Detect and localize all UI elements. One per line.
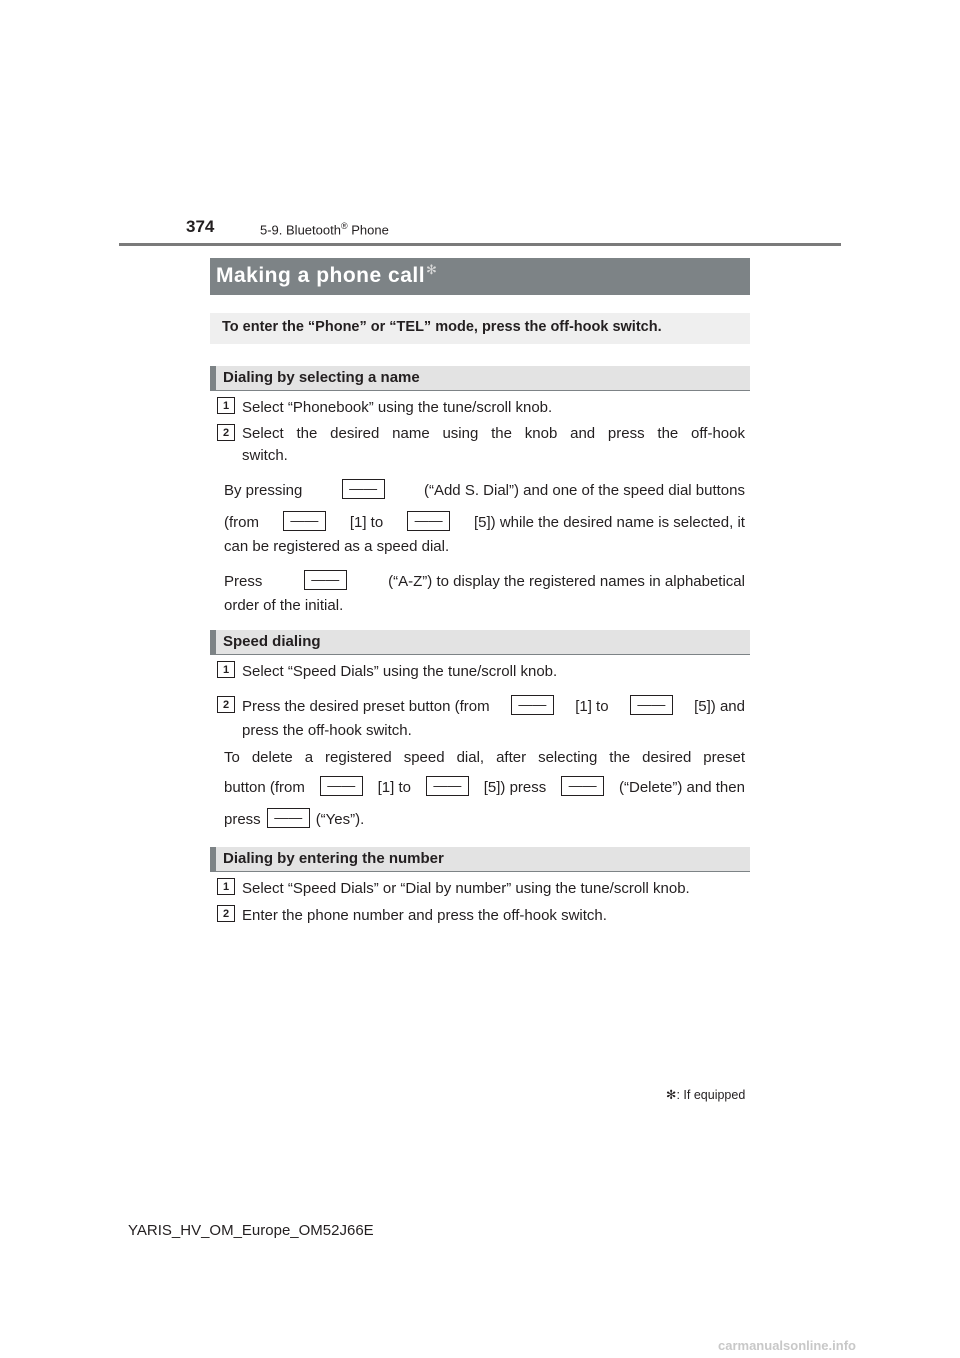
button-icon: ——	[561, 776, 604, 796]
footnote: ✻: If equipped	[666, 1088, 746, 1102]
step-text: Select the desired name using the knob and press the off-hook	[242, 425, 745, 442]
note-line: order of the initial.	[224, 597, 344, 614]
note-line: To delete a registered speed dial, after selecting the desired preset	[224, 749, 745, 766]
note-line: Press —— (“A-Z”) to display the registered names in alphabetical	[224, 571, 745, 590]
header-divider	[119, 243, 841, 246]
step-text: press the off-hook switch.	[242, 722, 412, 739]
page-number: 374	[186, 217, 215, 236]
section-heading-number: Dialing by entering the number	[210, 847, 750, 872]
section-reference: 5-9. Bluetooth® Phone	[260, 221, 389, 238]
asterisk-icon: ✻	[426, 262, 438, 277]
step-number-badge: 2	[217, 424, 235, 441]
section-heading-speed: Speed dialing	[210, 630, 750, 655]
step-number-badge: 1	[217, 661, 235, 678]
button-icon: ——	[342, 479, 385, 499]
page-title: Making a phone call✻	[216, 262, 438, 287]
button-icon: ——	[511, 695, 554, 715]
step-number-badge: 1	[217, 878, 235, 895]
document-code: YARIS_HV_OM_Europe_OM52J66E	[128, 1222, 374, 1239]
step-number-badge: 1	[217, 397, 235, 414]
step-text: Select “Speed Dials” or “Dial by number” using the tune/scroll knob.	[242, 880, 690, 897]
step-text: Select “Speed Dials” using the tune/scroll knob.	[242, 663, 558, 680]
button-icon: ——	[407, 511, 450, 531]
note-line: press —— (“Yes”).	[224, 809, 365, 828]
button-icon: ——	[283, 511, 326, 531]
button-icon: ——	[320, 776, 363, 796]
step-text: Select “Phonebook” using the tune/scroll knob.	[242, 399, 553, 416]
button-icon: ——	[630, 695, 673, 715]
section-heading-name: Dialing by selecting a name	[210, 366, 750, 391]
note-line: (from —— [1] to —— [5]) while the desired name is selected, it	[224, 512, 745, 531]
step-number-badge: 2	[217, 696, 235, 713]
button-icon: ——	[304, 570, 347, 590]
intro-text: To enter the “Phone” or “TEL” mode, press the off-hook switch.	[222, 319, 662, 335]
button-icon: ——	[267, 808, 310, 828]
watermark: carmanualsonline.info	[718, 1338, 856, 1353]
note-line: By pressing —— (“Add S. Dial”) and one of the speed dial buttons	[224, 480, 745, 499]
step-text: Press the desired preset button (from —— [1] to —— [5]) and	[242, 696, 745, 715]
step-text: switch.	[242, 447, 288, 464]
step-number-badge: 2	[217, 905, 235, 922]
note-line: button (from —— [1] to —— [5]) press —— (“Delete”) and then	[224, 777, 745, 796]
note-line: can be registered as a speed dial.	[224, 538, 450, 555]
step-text: Enter the phone number and press the off-hook switch.	[242, 907, 607, 924]
button-icon: ——	[426, 776, 469, 796]
